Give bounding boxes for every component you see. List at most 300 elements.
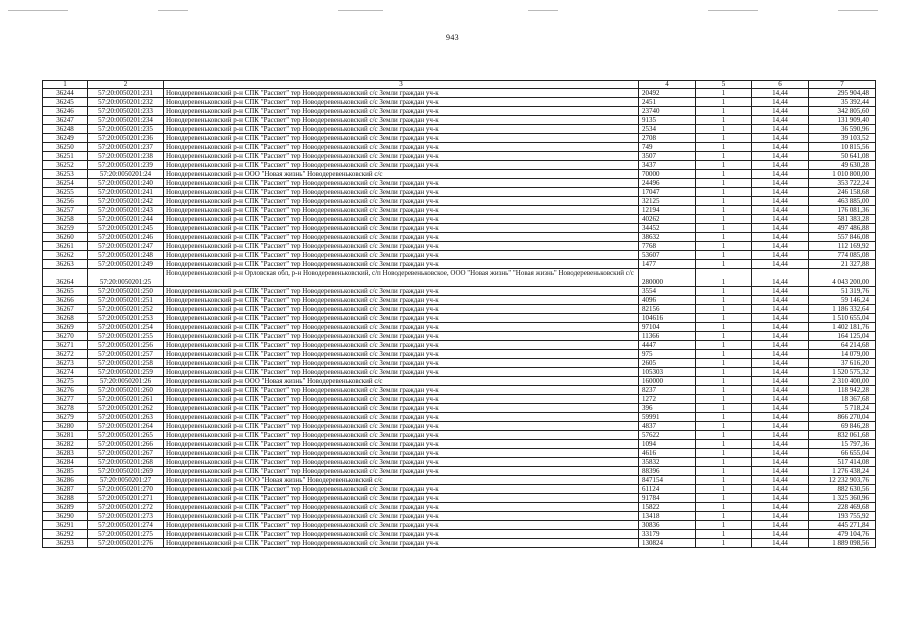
- value-cell: 176 081,36: [809, 206, 876, 215]
- table-row: [43, 530, 876, 539]
- row-number-cell: 36268: [43, 314, 88, 323]
- rate-cell: 14,44: [752, 512, 809, 521]
- value-cell: 353 722,24: [809, 179, 876, 188]
- address-cell: Новодеревеньковский р-н СПК "Рассвет" тер Новодеревеньковский с/с Земли граждан уч-к: [164, 98, 639, 107]
- factor-cell: 1: [696, 287, 752, 296]
- row-number-cell: 36289: [43, 503, 88, 512]
- rate-cell: 14,44: [752, 251, 809, 260]
- cadastral-number-cell: 57:20:0050201:239: [88, 161, 164, 170]
- rate-cell: 14,44: [752, 206, 809, 215]
- area-cell: 847154: [639, 476, 696, 485]
- row-number-cell: 36261: [43, 242, 88, 251]
- rate-cell: 14,44: [752, 422, 809, 431]
- address-cell: Новодеревеньковский р-н СПК "Рассвет" тер Новодеревеньковский с/с Земли граждан уч-к: [164, 458, 639, 467]
- area-cell: 2708: [639, 134, 696, 143]
- rate-cell: 14,44: [752, 233, 809, 242]
- area-cell: 15822: [639, 503, 696, 512]
- table-row: [43, 422, 876, 431]
- factor-cell: 1: [696, 404, 752, 413]
- area-cell: 82156: [639, 305, 696, 314]
- factor-cell: 1: [696, 251, 752, 260]
- area-cell: 38632: [639, 233, 696, 242]
- rate-cell: 14,44: [752, 476, 809, 485]
- page-number: 943: [446, 33, 459, 42]
- address-cell: Новодеревеньковский р-н СПК "Рассвет" тер Новодеревеньковский с/с Земли граждан уч-к: [164, 152, 639, 161]
- table-row: [43, 485, 876, 494]
- cadastral-number-cell: 57:20:0050201:250: [88, 287, 164, 296]
- cadastral-number-cell: 57:20:0050201:268: [88, 458, 164, 467]
- factor-cell: 1: [696, 233, 752, 242]
- row-number-cell: 36255: [43, 188, 88, 197]
- cadastral-number-cell: 57:20:0050201:243: [88, 206, 164, 215]
- rate-cell: 14,44: [752, 530, 809, 539]
- header-cell: 3: [164, 81, 639, 89]
- cadastral-number-cell: 57:20:0050201:233: [88, 107, 164, 116]
- row-number-cell: 36272: [43, 350, 88, 359]
- value-cell: 4 043 200,00: [809, 269, 876, 287]
- factor-cell: 1: [696, 539, 752, 548]
- cadastral-number-cell: 57:20:0050201:255: [88, 332, 164, 341]
- cadastral-number-cell: 57:20:0050201:273: [88, 512, 164, 521]
- header-cell: 7: [809, 81, 876, 89]
- area-cell: 749: [639, 143, 696, 152]
- table-row: [43, 368, 876, 377]
- row-number-cell: 36249: [43, 134, 88, 143]
- row-number-cell: 36274: [43, 368, 88, 377]
- table-row: [43, 134, 876, 143]
- factor-cell: 1: [696, 98, 752, 107]
- rate-cell: 14,44: [752, 467, 809, 476]
- factor-cell: 1: [696, 242, 752, 251]
- row-number-cell: 36251: [43, 152, 88, 161]
- factor-cell: 1: [696, 521, 752, 530]
- factor-cell: 1: [696, 458, 752, 467]
- row-number-cell: 36271: [43, 341, 88, 350]
- address-cell: Новодеревеньковский р-н СПК "Рассвет" тер Новодеревеньковский с/с Земли граждан уч-к: [164, 386, 639, 395]
- value-cell: 557 846,08: [809, 233, 876, 242]
- cadastral-number-cell: 57:20:0050201:254: [88, 323, 164, 332]
- area-cell: 7768: [639, 242, 696, 251]
- row-number-cell: 36269: [43, 323, 88, 332]
- value-cell: 14 079,00: [809, 350, 876, 359]
- cadastral-number-cell: 57:20:0050201:271: [88, 494, 164, 503]
- address-cell: Новодеревеньковский р-н СПК "Рассвет" тер Новодеревеньковский с/с Земли граждан уч-к: [164, 467, 639, 476]
- rate-cell: 14,44: [752, 161, 809, 170]
- value-cell: 1 510 655,04: [809, 314, 876, 323]
- area-cell: 104616: [639, 314, 696, 323]
- factor-cell: 1: [696, 467, 752, 476]
- value-cell: 497 486,88: [809, 224, 876, 233]
- address-cell: Новодеревеньковский р-н Орловская обл, р-н Новодеревеньковский, с/п Новодеревеньковское, ООО "Новая жизнь" "Новая жизнь" Новодеревеньковский с/с: [164, 269, 639, 287]
- table-row: [43, 116, 876, 125]
- cadastral-number-cell: 57:20:0050201:253: [88, 314, 164, 323]
- header-cell: 6: [752, 81, 809, 89]
- table-row: [43, 107, 876, 116]
- row-number-cell: 36256: [43, 197, 88, 206]
- value-cell: 118 942,28: [809, 386, 876, 395]
- address-cell: Новодеревеньковский р-н СПК "Рассвет" тер Новодеревеньковский с/с Земли граждан уч-к: [164, 179, 639, 188]
- value-cell: 228 469,68: [809, 503, 876, 512]
- value-cell: 50 641,08: [809, 152, 876, 161]
- value-cell: 832 061,68: [809, 431, 876, 440]
- address-cell: Новодеревеньковский р-н СПК "Рассвет" тер Новодеревеньковский с/с Земли граждан уч-к: [164, 134, 639, 143]
- factor-cell: 1: [696, 305, 752, 314]
- factor-cell: 1: [696, 431, 752, 440]
- area-cell: 53607: [639, 251, 696, 260]
- factor-cell: 1: [696, 314, 752, 323]
- rate-cell: 14,44: [752, 431, 809, 440]
- factor-cell: 1: [696, 170, 752, 179]
- row-number-cell: 36244: [43, 89, 88, 98]
- address-cell: Новодеревеньковский р-н СПК "Рассвет" тер Новодеревеньковский с/с Земли граждан уч-к: [164, 368, 639, 377]
- address-cell: Новодеревеньковский р-н СПК "Рассвет" тер Новодеревеньковский с/с Земли граждан уч-к: [164, 449, 639, 458]
- value-cell: 18 367,68: [809, 395, 876, 404]
- address-cell: Новодеревеньковский р-н СПК "Рассвет" тер Новодеревеньковский с/с Земли граждан уч-к: [164, 206, 639, 215]
- area-cell: 2534: [639, 125, 696, 134]
- area-cell: 4447: [639, 341, 696, 350]
- area-cell: 59991: [639, 413, 696, 422]
- factor-cell: 1: [696, 512, 752, 521]
- area-cell: 24496: [639, 179, 696, 188]
- area-cell: 3507: [639, 152, 696, 161]
- area-cell: 12194: [639, 206, 696, 215]
- cadastral-number-cell: 57:20:0050201:240: [88, 179, 164, 188]
- area-cell: 4616: [639, 449, 696, 458]
- table-row: [43, 449, 876, 458]
- address-cell: Новодеревеньковский р-н СПК "Рассвет" тер Новодеревеньковский с/с Земли граждан уч-к: [164, 233, 639, 242]
- header-cell: 4: [639, 81, 696, 89]
- rate-cell: 14,44: [752, 386, 809, 395]
- address-cell: Новодеревеньковский р-н ООО "Новая жизнь" Новодеревеньковский с/с: [164, 170, 639, 179]
- rate-cell: 14,44: [752, 368, 809, 377]
- address-cell: Новодеревеньковский р-н СПК "Рассвет" тер Новодеревеньковский с/с Земли граждан уч-к: [164, 215, 639, 224]
- value-cell: 12 232 903,76: [809, 476, 876, 485]
- area-cell: 13418: [639, 512, 696, 521]
- value-cell: 463 885,00: [809, 197, 876, 206]
- cadastral-number-cell: 57:20:0050201:241: [88, 188, 164, 197]
- table-row: [43, 341, 876, 350]
- cadastral-number-cell: 57:20:0050201:24: [88, 170, 164, 179]
- factor-cell: 1: [696, 449, 752, 458]
- value-cell: 21 327,88: [809, 260, 876, 269]
- rate-cell: 14,44: [752, 296, 809, 305]
- value-cell: 1 520 575,32: [809, 368, 876, 377]
- row-number-cell: 36259: [43, 224, 88, 233]
- cadastral-number-cell: 57:20:0050201:258: [88, 359, 164, 368]
- area-cell: 1477: [639, 260, 696, 269]
- address-cell: Новодеревеньковский р-н СПК "Рассвет" тер Новодеревеньковский с/с Земли граждан уч-к: [164, 305, 639, 314]
- factor-cell: 1: [696, 197, 752, 206]
- cadastral-number-cell: 57:20:0050201:269: [88, 467, 164, 476]
- factor-cell: 1: [696, 89, 752, 98]
- table-row: [43, 431, 876, 440]
- address-cell: Новодеревеньковский р-н СПК "Рассвет" тер Новодеревеньковский с/с Земли граждан уч-к: [164, 431, 639, 440]
- rate-cell: 14,44: [752, 134, 809, 143]
- area-cell: 35832: [639, 458, 696, 467]
- scan-artifact-marks: [8, 10, 888, 16]
- cadastral-number-cell: 57:20:0050201:276: [88, 539, 164, 548]
- area-cell: 3437: [639, 161, 696, 170]
- address-cell: Новодеревеньковский р-н СПК "Рассвет" тер Новодеревеньковский с/с Земли граждан уч-к: [164, 314, 639, 323]
- address-cell: Новодеревеньковский р-н СПК "Рассвет" тер Новодеревеньковский с/с Земли граждан уч-к: [164, 143, 639, 152]
- area-cell: 396: [639, 404, 696, 413]
- address-cell: Новодеревеньковский р-н СПК "Рассвет" тер Новодеревеньковский с/с Земли граждан уч-к: [164, 161, 639, 170]
- table-row: [43, 197, 876, 206]
- rate-cell: 14,44: [752, 404, 809, 413]
- rate-cell: 14,44: [752, 494, 809, 503]
- row-number-cell: 36291: [43, 521, 88, 530]
- value-cell: 49 630,28: [809, 161, 876, 170]
- address-cell: Новодеревеньковский р-н СПК "Рассвет" тер Новодеревеньковский с/с Земли граждан уч-к: [164, 89, 639, 98]
- address-cell: Новодеревеньковский р-н СПК "Рассвет" тер Новодеревеньковский с/с Земли граждан уч-к: [164, 395, 639, 404]
- cadastral-number-cell: 57:20:0050201:232: [88, 98, 164, 107]
- address-cell: Новодеревеньковский р-н СПК "Рассвет" тер Новодеревеньковский с/с Земли граждан уч-к: [164, 107, 639, 116]
- cadastral-number-cell: 57:20:0050201:236: [88, 134, 164, 143]
- value-cell: 774 085,08: [809, 251, 876, 260]
- rate-cell: 14,44: [752, 188, 809, 197]
- header-cell: 5: [696, 81, 752, 89]
- rate-cell: 14,44: [752, 395, 809, 404]
- rate-cell: 14,44: [752, 485, 809, 494]
- row-number-cell: 36254: [43, 179, 88, 188]
- cadastral-number-cell: 57:20:0050201:27: [88, 476, 164, 485]
- address-cell: Новодеревеньковский р-н СПК "Рассвет" тер Новодеревеньковский с/с Земли граждан уч-к: [164, 422, 639, 431]
- value-cell: 1 186 332,64: [809, 305, 876, 314]
- row-number-cell: 36288: [43, 494, 88, 503]
- area-cell: 105303: [639, 368, 696, 377]
- address-cell: Новодеревеньковский р-н ООО "Новая жизнь" Новодеревеньковский с/с: [164, 377, 639, 386]
- cadastral-number-cell: 57:20:0050201:244: [88, 215, 164, 224]
- factor-cell: 1: [696, 179, 752, 188]
- cadastral-number-cell: 57:20:0050201:237: [88, 143, 164, 152]
- table-row: [43, 242, 876, 251]
- rate-cell: 14,44: [752, 170, 809, 179]
- table-row: [43, 125, 876, 134]
- row-number-cell: 36284: [43, 458, 88, 467]
- row-number-cell: 36278: [43, 404, 88, 413]
- address-cell: Новодеревеньковский р-н СПК "Рассвет" тер Новодеревеньковский с/с Земли граждан уч-к: [164, 188, 639, 197]
- factor-cell: 1: [696, 350, 752, 359]
- factor-cell: 1: [696, 296, 752, 305]
- table-row: [43, 233, 876, 242]
- value-cell: 193 755,92: [809, 512, 876, 521]
- area-cell: 1272: [639, 395, 696, 404]
- rate-cell: 14,44: [752, 503, 809, 512]
- value-cell: 10 815,56: [809, 143, 876, 152]
- header-cell: 2: [88, 81, 164, 89]
- table-row: [43, 98, 876, 107]
- row-number-cell: 36246: [43, 107, 88, 116]
- area-cell: 1094: [639, 440, 696, 449]
- factor-cell: 1: [696, 215, 752, 224]
- rate-cell: 14,44: [752, 350, 809, 359]
- cadastral-number-cell: 57:20:0050201:248: [88, 251, 164, 260]
- value-cell: 35 392,44: [809, 98, 876, 107]
- area-cell: 4837: [639, 422, 696, 431]
- row-number-cell: 36292: [43, 530, 88, 539]
- cadastral-number-cell: 57:20:0050201:247: [88, 242, 164, 251]
- cadastral-number-cell: 57:20:0050201:272: [88, 503, 164, 512]
- factor-cell: 1: [696, 152, 752, 161]
- cadastral-number-cell: 57:20:0050201:252: [88, 305, 164, 314]
- table-row: [43, 143, 876, 152]
- area-cell: 33179: [639, 530, 696, 539]
- factor-cell: 1: [696, 107, 752, 116]
- table-row: [43, 152, 876, 161]
- row-number-cell: 36283: [43, 449, 88, 458]
- rate-cell: 14,44: [752, 287, 809, 296]
- factor-cell: 1: [696, 206, 752, 215]
- value-cell: 882 630,56: [809, 485, 876, 494]
- table-row: [43, 269, 876, 287]
- cadastral-number-cell: 57:20:0050201:234: [88, 116, 164, 125]
- factor-cell: 1: [696, 386, 752, 395]
- cadastral-number-cell: 57:20:0050201:238: [88, 152, 164, 161]
- value-cell: 131 909,40: [809, 116, 876, 125]
- factor-cell: 1: [696, 503, 752, 512]
- cadastral-number-cell: 57:20:0050201:257: [88, 350, 164, 359]
- row-number-cell: 36260: [43, 233, 88, 242]
- rate-cell: 14,44: [752, 197, 809, 206]
- land-parcels-table: [42, 80, 876, 548]
- row-number-cell: 36279: [43, 413, 88, 422]
- table-row: [43, 224, 876, 233]
- address-cell: Новодеревеньковский р-н СПК "Рассвет" тер Новодеревеньковский с/с Земли граждан уч-к: [164, 323, 639, 332]
- rate-cell: 14,44: [752, 143, 809, 152]
- table-row: [43, 521, 876, 530]
- value-cell: 36 590,96: [809, 125, 876, 134]
- value-cell: 5 718,24: [809, 404, 876, 413]
- cadastral-number-cell: 57:20:0050201:267: [88, 449, 164, 458]
- factor-cell: 1: [696, 161, 752, 170]
- address-cell: Новодеревеньковский р-н СПК "Рассвет" тер Новодеревеньковский с/с Земли граждан уч-к: [164, 539, 639, 548]
- table-body: [43, 81, 876, 548]
- table-row: [43, 89, 876, 98]
- area-cell: 91784: [639, 494, 696, 503]
- address-cell: Новодеревеньковский р-н СПК "Рассвет" тер Новодеревеньковский с/с Земли граждан уч-к: [164, 224, 639, 233]
- cadastral-number-cell: 57:20:0050201:265: [88, 431, 164, 440]
- value-cell: 2 310 400,00: [809, 377, 876, 386]
- rate-cell: 14,44: [752, 116, 809, 125]
- factor-cell: 1: [696, 224, 752, 233]
- area-cell: 9135: [639, 116, 696, 125]
- factor-cell: 1: [696, 269, 752, 287]
- factor-cell: 1: [696, 125, 752, 134]
- rate-cell: 14,44: [752, 539, 809, 548]
- factor-cell: 1: [696, 485, 752, 494]
- rate-cell: 14,44: [752, 341, 809, 350]
- factor-cell: 1: [696, 422, 752, 431]
- rate-cell: 14,44: [752, 89, 809, 98]
- area-cell: 3554: [639, 287, 696, 296]
- cadastral-number-cell: 57:20:0050201:274: [88, 521, 164, 530]
- rate-cell: 14,44: [752, 458, 809, 467]
- rate-cell: 14,44: [752, 152, 809, 161]
- table-header-row: [43, 81, 876, 89]
- area-cell: 88396: [639, 467, 696, 476]
- rate-cell: 14,44: [752, 377, 809, 386]
- table-row: [43, 251, 876, 260]
- area-cell: 11366: [639, 332, 696, 341]
- rate-cell: 14,44: [752, 359, 809, 368]
- row-number-cell: 36267: [43, 305, 88, 314]
- factor-cell: 1: [696, 260, 752, 269]
- factor-cell: 1: [696, 440, 752, 449]
- cadastral-number-cell: 57:20:0050201:263: [88, 413, 164, 422]
- address-cell: Новодеревеньковский р-н СПК "Рассвет" тер Новодеревеньковский с/с Земли граждан уч-к: [164, 512, 639, 521]
- factor-cell: 1: [696, 359, 752, 368]
- value-cell: 1 402 181,76: [809, 323, 876, 332]
- table-row: [43, 404, 876, 413]
- area-cell: 130824: [639, 539, 696, 548]
- rate-cell: 14,44: [752, 323, 809, 332]
- address-cell: Новодеревеньковский р-н СПК "Рассвет" тер Новодеревеньковский с/с Земли граждан уч-к: [164, 503, 639, 512]
- cadastral-number-cell: 57:20:0050201:231: [88, 89, 164, 98]
- cadastral-number-cell: 57:20:0050201:245: [88, 224, 164, 233]
- row-number-cell: 36275: [43, 377, 88, 386]
- cadastral-number-cell: 57:20:0050201:270: [88, 485, 164, 494]
- table-row: [43, 179, 876, 188]
- row-number-cell: 36290: [43, 512, 88, 521]
- rate-cell: 14,44: [752, 224, 809, 233]
- table-row: [43, 539, 876, 548]
- row-number-cell: 36281: [43, 431, 88, 440]
- address-cell: Новодеревеньковский р-н СПК "Рассвет" тер Новодеревеньковский с/с Земли граждан уч-к: [164, 359, 639, 368]
- row-number-cell: 36273: [43, 359, 88, 368]
- row-number-cell: 36265: [43, 287, 88, 296]
- address-cell: Новодеревеньковский р-н СПК "Рассвет" тер Новодеревеньковский с/с Земли граждан уч-к: [164, 260, 639, 269]
- area-cell: 2451: [639, 98, 696, 107]
- rate-cell: 14,44: [752, 260, 809, 269]
- cadastral-number-cell: 57:20:0050201:251: [88, 296, 164, 305]
- row-number-cell: 36245: [43, 98, 88, 107]
- value-cell: 445 271,84: [809, 521, 876, 530]
- address-cell: Новодеревеньковский р-н СПК "Рассвет" тер Новодеревеньковский с/с Земли граждан уч-к: [164, 413, 639, 422]
- cadastral-number-cell: 57:20:0050201:266: [88, 440, 164, 449]
- rate-cell: 14,44: [752, 449, 809, 458]
- cadastral-number-cell: 57:20:0050201:249: [88, 260, 164, 269]
- address-cell: Новодеревеньковский р-н СПК "Рассвет" тер Новодеревеньковский с/с Земли граждан уч-к: [164, 521, 639, 530]
- table-row: [43, 503, 876, 512]
- table-row: [43, 260, 876, 269]
- rate-cell: 14,44: [752, 107, 809, 116]
- value-cell: 112 169,92: [809, 242, 876, 251]
- cadastral-number-cell: 57:20:0050201:275: [88, 530, 164, 539]
- factor-cell: 1: [696, 395, 752, 404]
- table-row: [43, 413, 876, 422]
- cadastral-number-cell: 57:20:0050201:26: [88, 377, 164, 386]
- table-row: [43, 458, 876, 467]
- area-cell: 2605: [639, 359, 696, 368]
- row-number-cell: 36264: [43, 269, 88, 287]
- value-cell: 164 125,04: [809, 332, 876, 341]
- value-cell: 479 104,76: [809, 530, 876, 539]
- row-number-cell: 36250: [43, 143, 88, 152]
- value-cell: 69 846,28: [809, 422, 876, 431]
- table-row: [43, 206, 876, 215]
- rate-cell: 14,44: [752, 521, 809, 530]
- cadastral-number-cell: 57:20:0050201:260: [88, 386, 164, 395]
- rate-cell: 14,44: [752, 98, 809, 107]
- cadastral-number-cell: 57:20:0050201:261: [88, 395, 164, 404]
- factor-cell: 1: [696, 116, 752, 125]
- factor-cell: 1: [696, 143, 752, 152]
- area-cell: 23740: [639, 107, 696, 116]
- row-number-cell: 36266: [43, 296, 88, 305]
- address-cell: Новодеревеньковский р-н СПК "Рассвет" тер Новодеревеньковский с/с Земли граждан уч-к: [164, 404, 639, 413]
- rate-cell: 14,44: [752, 125, 809, 134]
- rate-cell: 14,44: [752, 179, 809, 188]
